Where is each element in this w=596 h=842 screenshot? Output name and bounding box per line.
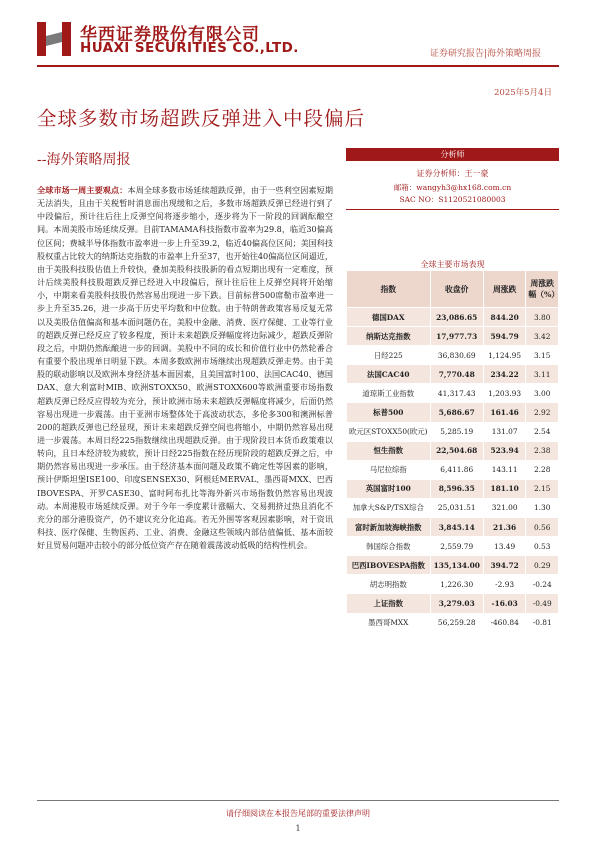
cell-change-pct: 0.56 bbox=[526, 518, 559, 537]
cell-change: -2.93 bbox=[483, 575, 526, 594]
analyst-name: 证券分析师：王一豪 bbox=[416, 169, 489, 178]
header-change: 周涨跌 bbox=[483, 271, 526, 308]
cell-close: 41,317.43 bbox=[430, 384, 483, 403]
cell-change-pct: -0.49 bbox=[526, 594, 559, 613]
cell-change-pct: -0.81 bbox=[526, 613, 559, 632]
cell-change: 523.94 bbox=[483, 441, 526, 460]
cell-index-name: 法国CAC40 bbox=[347, 365, 431, 384]
cell-change: 321.00 bbox=[483, 498, 526, 517]
table-row bbox=[347, 537, 559, 556]
main-body-text bbox=[37, 184, 333, 552]
cell-change: 844.20 bbox=[483, 308, 526, 327]
cell-change: 234.22 bbox=[483, 365, 526, 384]
page-number: 1 bbox=[295, 824, 301, 833]
header-change-pct: 周涨跌幅（%） bbox=[526, 271, 559, 308]
cell-change: 1,124.95 bbox=[483, 346, 526, 365]
cell-change-pct: 3.42 bbox=[526, 327, 559, 346]
cell-change-pct: 3.00 bbox=[526, 384, 559, 403]
cell-close: 7,770.48 bbox=[430, 365, 483, 384]
cell-index-name: 欧元区STOXX50(欧元) bbox=[347, 422, 431, 441]
cell-change-pct: 2.15 bbox=[526, 479, 559, 498]
huaxi-logo-icon bbox=[37, 22, 71, 56]
cell-index-name: 纳斯达克指数 bbox=[347, 327, 431, 346]
table-row bbox=[347, 613, 559, 632]
cell-change: 594.79 bbox=[483, 327, 526, 346]
table-row bbox=[347, 479, 559, 498]
body-paragraph: 本周全球多数市场延续超跌反弹，由于一些利空因素短期无法消失，且由于关税暂时消息面出现缓和之后，多数市场超跌反弹已经进行到了中段偏后，预计往后往上反弹空间将逐步缩小，逐步将为下一阶段的回调酝酿空间。本周美股市场延续反弹。目前TAMAMA科技指数市盈率为29.8，临近30偏高位区间；费城半导体指数市盈率进一步上升至39.2，临近40偏高位区间；美国科技股权重占比较大的纳斯达克指数的市盈率上升至37，也开始往40偏高位区间逼近，由于美股科技股估值上升较快，叠加美股科技股新的看点短期出现有一定难度，预计后续美股科技股超跌反弹已经进入中段偏后，预计往后往上反弹空间将开始缩小，中期来看美股科技股仍然容易出现进一步下跌。目前标普500席勒市盈率进一步上升至35.26，进一步高于历史平均数和中位数。由于特朗普政策容易反复无常以及美股估值偏高和基本面问题仍在，美股中金融、消费、医疗保健、工业等行业的超跌反弹已经反应了较多程度，预计未来超跌反弹幅度将边际减少，超跌反弹阶段之后，中期仍然酝酿进一步的回调。美股中不同的成长和价值行业中仍然轮番合有重要个股出现单日明显下跌。本周多数欧洲市场继续出现超跌反弹走势。由于美股的联动影响以及欧洲本身经济基本面因素，且美国富时100、法国CAC40、德国DAX、意大利富时MIB、欧洲STOXX50、欧洲STOXX600等欧洲重要市场指数超跌反弹已经反应得较为充分，预计欧洲市场未来超跌反弹幅度将减少，后面仍然容易出现进一步震荡。由于亚洲市场整体处于高波动状态，多伦多300和澳洲标普200的超跌反弹也已经显现，预计未来超跌反弹空间也将缩小，中期仍然容易出现进一步震荡。本周日经225指数继续出现超跌反弹。由于现阶段日本货币政策难以转向，且日本经济较为疲软，预计日经225指数在经历现阶段的超跌反弹之后，中期仍然容易出现进一步承压。由于经济基本面问题及政策不确定性等因素的影响，预计伊斯坦堡ISE100、印度SENSEX30、阿根廷MERVAL、墨西哥MXX、巴西IBOVESPA、开罗CASE30、富时阿布扎比等海外新兴市场指数仍然容易出现波动。本周港股市场延续反弹。对于今年一季度累计涨幅大、交易拥挤过热且消化不充分的部分港股资产，仍不建议充分化追高。若无外围等客观因素影响，对于资讯科技、医疗保健、生物医药、工业、消费、金融这些领域内部估值偏低、基本面较好且贸易问题冲击较小的部分低位资产存在随着震荡波动低吸的结构性机会。 bbox=[37, 185, 333, 551]
cell-close: 22,504.68 bbox=[430, 441, 483, 460]
table-row bbox=[347, 498, 559, 517]
cell-index-name: 加拿大S&P/TSX综合 bbox=[347, 498, 431, 517]
cell-close: 17,977.73 bbox=[430, 327, 483, 346]
table-title: 全球主要市场表现 bbox=[420, 260, 485, 269]
cell-change: 143.11 bbox=[483, 460, 526, 479]
cell-change: -16.03 bbox=[483, 594, 526, 613]
legal-notice: 请仔细阅读在本报告尾部的重要法律声明 bbox=[226, 809, 370, 818]
cell-close: 56,259.28 bbox=[430, 613, 483, 632]
cell-change: -460.84 bbox=[483, 613, 526, 632]
cell-change-pct: 2.92 bbox=[526, 403, 559, 422]
cell-index-name: 上证指数 bbox=[347, 594, 431, 613]
cell-close: 1,226.30 bbox=[430, 575, 483, 594]
cell-close: 8,596.35 bbox=[430, 479, 483, 498]
market-performance-table bbox=[346, 270, 559, 633]
cell-change: 161.46 bbox=[483, 403, 526, 422]
cell-close: 23,086.65 bbox=[430, 308, 483, 327]
table-row bbox=[347, 422, 559, 441]
brand-name-en: HUAXI SECURITIES CO.,LTD. bbox=[80, 40, 299, 56]
report-date: 2025年5月4日 bbox=[494, 88, 552, 98]
cell-change: 1,203.93 bbox=[483, 384, 526, 403]
table-row bbox=[347, 365, 559, 384]
header-index: 指数 bbox=[347, 271, 431, 308]
cell-close: 25,031.51 bbox=[430, 498, 483, 517]
header-close: 收盘价 bbox=[430, 271, 483, 308]
table-row bbox=[347, 556, 559, 575]
cell-index-name: 英国富时100 bbox=[347, 479, 431, 498]
footer-divider bbox=[37, 800, 559, 801]
table-row bbox=[347, 441, 559, 460]
cell-index-name: 标普500 bbox=[347, 403, 431, 422]
table-row bbox=[347, 346, 559, 365]
cell-index-name: 巴西IBOVESPA指数 bbox=[347, 556, 431, 575]
table-row bbox=[347, 575, 559, 594]
report-type-tag: 证券研究报告|海外策略周报 bbox=[430, 49, 542, 59]
body-lead: 全球市场一周主要观点： bbox=[37, 185, 128, 195]
cell-close: 2,559.79 bbox=[430, 537, 483, 556]
cell-index-name: 恒生指数 bbox=[347, 441, 431, 460]
cell-change-pct: 3.80 bbox=[526, 308, 559, 327]
table-row bbox=[347, 327, 559, 346]
cell-change-pct: 2.28 bbox=[526, 460, 559, 479]
cell-change-pct: -0.24 bbox=[526, 575, 559, 594]
cell-index-name: 胡志明指数 bbox=[347, 575, 431, 594]
table-row bbox=[347, 403, 559, 422]
table-row bbox=[347, 594, 559, 613]
cell-change-pct: 3.15 bbox=[526, 346, 559, 365]
cell-change-pct: 3.11 bbox=[526, 365, 559, 384]
cell-change-pct: 2.38 bbox=[526, 441, 559, 460]
cell-index-name: 德国DAX bbox=[347, 308, 431, 327]
analyst-section-header: 分析师 bbox=[346, 148, 559, 161]
cell-index-name: 日经225 bbox=[347, 346, 431, 365]
cell-change: 21.36 bbox=[483, 518, 526, 537]
cell-change-pct: 2.54 bbox=[526, 422, 559, 441]
cell-change-pct: 0.29 bbox=[526, 556, 559, 575]
cell-index-name: 墨西哥MXX bbox=[347, 613, 431, 632]
cell-close: 5,285.19 bbox=[430, 422, 483, 441]
table-row bbox=[347, 518, 559, 537]
brand-name-cn: 华西证券股份有限公司 bbox=[80, 25, 260, 45]
cell-change-pct: 0.53 bbox=[526, 537, 559, 556]
cell-change: 13.49 bbox=[483, 537, 526, 556]
cell-close: 36,830.69 bbox=[430, 346, 483, 365]
analyst-sac-number: SAC NO：S1120521080003 bbox=[399, 195, 506, 204]
cell-change: 131.07 bbox=[483, 422, 526, 441]
analyst-divider bbox=[346, 209, 559, 210]
cell-change-pct: 1.30 bbox=[526, 498, 559, 517]
cell-index-name: 道琼斯工业指数 bbox=[347, 384, 431, 403]
cell-index-name: 韩国综合指数 bbox=[347, 537, 431, 556]
cell-index-name: 马尼拉综指 bbox=[347, 460, 431, 479]
analyst-email[interactable]: 邮箱：wangyh3@hx168.com.cn bbox=[393, 183, 512, 192]
table-body bbox=[347, 308, 559, 633]
cell-change: 394.72 bbox=[483, 556, 526, 575]
cell-close: 135,134.00 bbox=[430, 556, 483, 575]
report-subtitle: --海外策略周报 bbox=[37, 152, 131, 168]
table-row bbox=[347, 384, 559, 403]
cell-index-name: 富时新加坡海峡指数 bbox=[347, 518, 431, 537]
table-header-row bbox=[347, 271, 559, 308]
header-divider bbox=[37, 65, 559, 67]
table-row bbox=[347, 460, 559, 479]
cell-close: 3,845.14 bbox=[430, 518, 483, 537]
table-row bbox=[347, 308, 559, 327]
cell-close: 3,279.03 bbox=[430, 594, 483, 613]
cell-change: 181.10 bbox=[483, 479, 526, 498]
report-title: 全球多数市场超跌反弹进入中段偏后 bbox=[37, 107, 366, 130]
cell-close: 6,411.86 bbox=[430, 460, 483, 479]
cell-close: 5,686.67 bbox=[430, 403, 483, 422]
